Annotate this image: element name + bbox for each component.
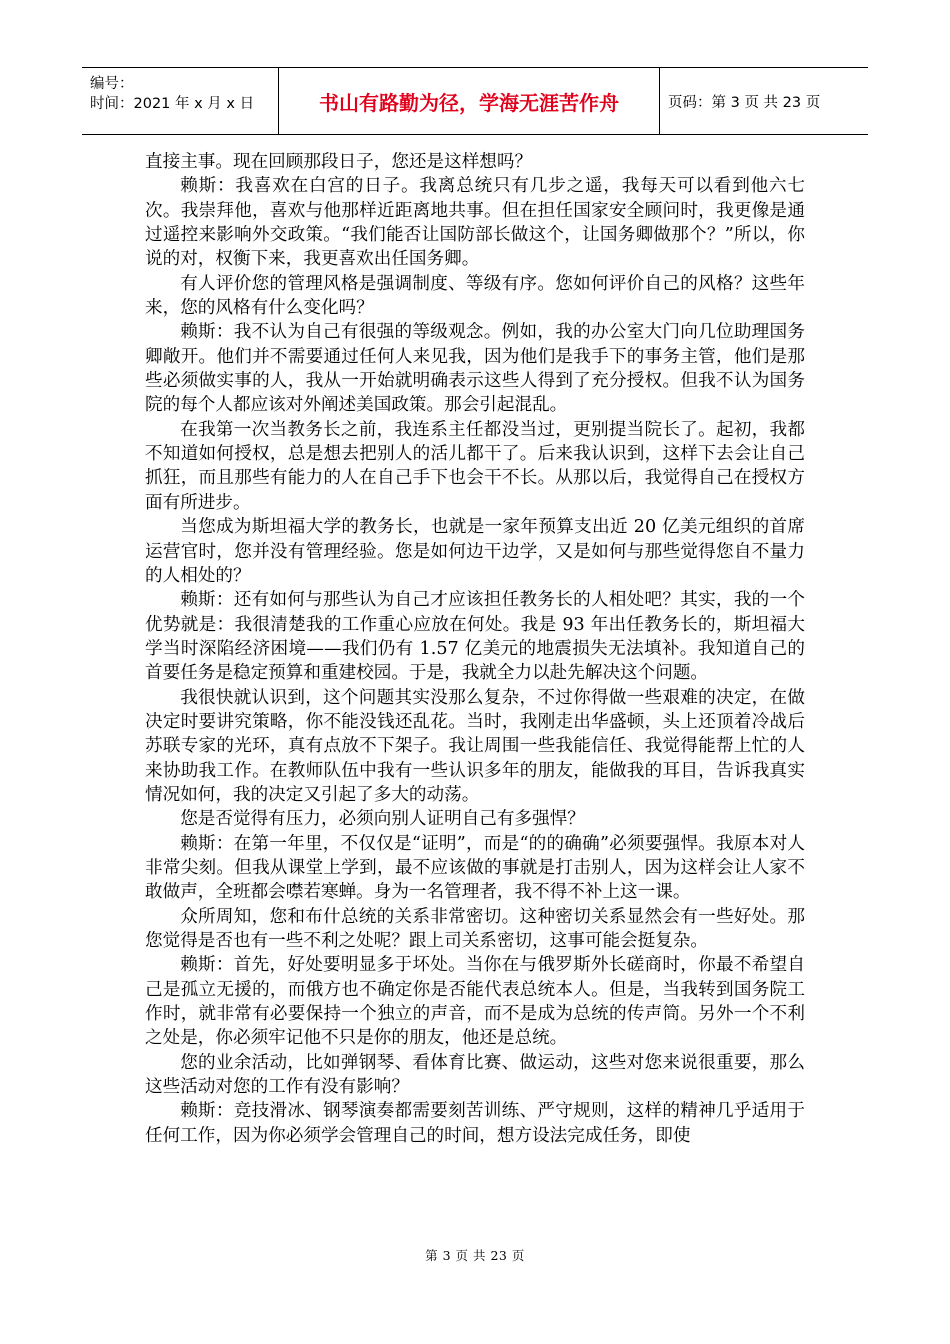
paragraph: 有人评价您的管理风格是强调制度、等级有序。您如何评价自己的风格？这些年来，您的风格有什么变化吗？ — [145, 273, 805, 319]
paragraph: 在我第一次当教务长之前，我连系主任都没当过，更别提当院长了。起初，我都不知道如何授权，总是想去把别人的活儿都干了。后来我认识到，这样下去会让自己抓狂，而且那些有能力的人在自己手下也会干不长。从那以后，我觉得自己在授权方面有所进步。 — [145, 419, 805, 513]
header-motto: 书山有路勤为径，学海无涯苦作舟 — [278, 68, 660, 134]
paragraph: 赖斯：在第一年里，不仅仅是“证明”，而是“的的确确”必须要强悍。我原本对人非常尖刻。但我从课堂上学到，最不应该做的事就是打击别人，因为这样会让人家不敢做声，全班都会噤若寒蝉。身为一名管理者，我不得不补上这一课。 — [145, 833, 805, 903]
paragraph: 赖斯：还有如何与那些认为自己才应该担任教务长的人相处吧？其实，我的一个优势就是：我很清楚我的工作重心应放在何处。我是 93 年出任教务长的，斯坦福大学当时深陷经济困境——我们仍有 1.57 亿美元的地震损失无法填补。我知道自己的首要任务是稳定预算和重建校园。于是，我就全力以赴先解决这个问题。 — [145, 590, 805, 684]
paragraph: 赖斯：首先，好处要明显多于坏处。当你在与俄罗斯外长磋商时，你最不希望自己是孤立无援的，而俄方也不确定你是否能代表总统本人。但是，当我转到国务院工作时，就非常有必要保持一个独立的声音，而不是成为总统的传声筒。另外一个不利之处是，你必须牢记他不只是你的朋友，他还是总统。 — [145, 955, 805, 1049]
paragraph: 赖斯：竞技滑冰、钢琴演奏都需要刻苦训练、严守规则，这样的精神几乎适用于任何工作，因为你必须学会管理自己的时间，想方设法完成任务，即使 — [145, 1101, 805, 1146]
paragraph: 直接主事。现在回顾那段日子，您还是这样想吗？ — [145, 152, 533, 172]
page-footer: 第 3 页 共 23 页 — [425, 1248, 525, 1263]
page-header — [82, 67, 868, 135]
paragraph: 众所周知，您和布什总统的关系非常密切。这种密切关系显然会有一些好处。那您觉得是否也有一些不利之处呢？跟上司关系密切，这事可能会挺复杂。 — [145, 906, 805, 951]
paragraph: 您是否觉得有压力，必须向别人证明自己有多强悍？ — [180, 809, 585, 830]
paragraph: 赖斯：我喜欢在白宫的日子。我离总统只有几步之遥，我每天可以看到他六七次。我崇拜他，喜欢与他那样近距离地共事。但在担任国家安全顾问时，我更像是通过遥控来影响外交政策。“我们能否让国防部长做这个，让国务卿做那个？”所以，你说的对，权衡下来，我更喜欢出任国务卿。 — [145, 176, 805, 270]
header-page-number: 页码：第 3 页 共 23 页 — [668, 94, 821, 111]
header-meta — [82, 68, 278, 134]
document-body — [145, 150, 805, 1148]
paragraph: 当您成为斯坦福大学的教务长，也就是一家年预算支出近 20 亿美元组织的首席运营官时，您并没有管理经验。您是如何边干边学，又是如何与那些觉得您自不量力的人相处的？ — [145, 517, 805, 586]
document-number-label: 编号： — [90, 76, 134, 92]
document-date-label: 时间：2021 年 x 月 x 日 — [90, 96, 255, 112]
paragraph: 赖斯：我不认为自己有很强的等级观念。例如，我的办公室大门向几位助理国务卿敞开。他们并不需要通过任何人来见我，因为他们是我手下的事务主管，他们是那些必须做实事的人，我从一开始就明确表示这些人得到了充分授权。但我不认为国务院的每个人都应该对外阐述美国政策。那会引起混乱。 — [145, 322, 805, 416]
paragraph: 我很快就认识到，这个问题其实没那么复杂，不过你得做一些艰难的决定，在做决定时要讲究策略，你不能没钱还乱花。当时，我刚走出华盛顿，头上还顶着冷战后苏联专家的光环，真有点放不下架子。我让周围一些我能信任、我觉得能帮上忙的人来协助我工作。在教师队伍中我有一些认识多年的朋友，能做我的耳目，告诉我真实情况如何，我的决定又引起了多大的动荡。 — [145, 687, 805, 805]
paragraph: 您的业余活动，比如弹钢琴、看体育比赛、做运动，这些对您来说很重要，那么这些活动对您的工作有没有影响？ — [145, 1052, 805, 1098]
